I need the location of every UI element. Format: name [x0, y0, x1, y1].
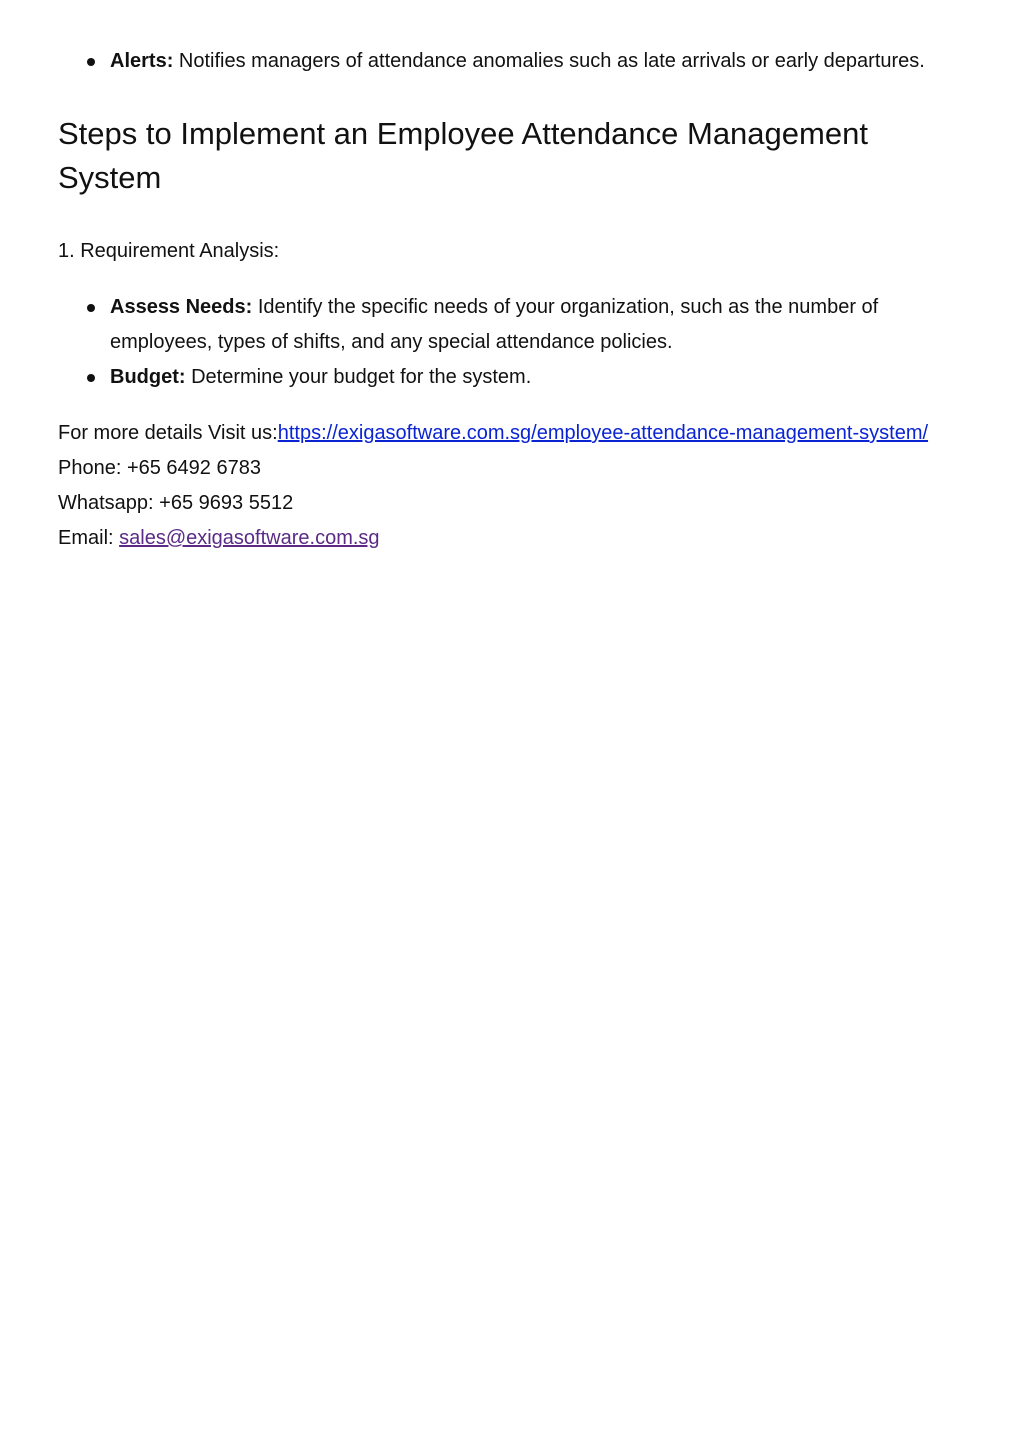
phone-line: Phone: +65 6492 6783	[58, 457, 261, 479]
email-link[interactable]: sales@exigasoftware.com.sg	[119, 527, 380, 549]
contact-block	[58, 416, 958, 556]
list-item-term: Alerts:	[110, 50, 174, 72]
step-label: 1. Requirement Analysis:	[58, 240, 280, 262]
list-item-text: Notifies managers of attendance anomalies such as late arrivals or early departures.	[173, 50, 925, 72]
document-page	[58, 44, 958, 556]
feature-list	[58, 44, 958, 79]
list-item-term: Assess Needs:	[110, 296, 253, 318]
list-item	[110, 44, 958, 79]
email-prefix: Email:	[58, 527, 120, 549]
email-line	[58, 521, 958, 556]
website-link[interactable]: https://exigasoftware.com.sg/employee-attendance-management-system/	[277, 422, 929, 444]
bullet-icon	[87, 304, 95, 312]
bullet-icon	[87, 58, 95, 66]
section-heading: Steps to Implement an Employee Attendance Management System	[58, 116, 868, 195]
whatsapp-line: Whatsapp: +65 9693 5512	[58, 492, 294, 514]
visit-line	[58, 416, 958, 451]
list-item-text: Identify the specific needs of your organization, such as the number of employees, types of shifts, and any special attendance policies.	[110, 296, 879, 353]
list-item-term: Budget:	[110, 366, 186, 388]
list-item	[110, 360, 958, 395]
bullet-icon	[87, 374, 95, 382]
list-item	[110, 290, 958, 360]
list-item-text: Determine your budget for the system.	[185, 366, 532, 388]
requirement-list	[58, 290, 958, 395]
visit-prefix: For more details Visit us:	[58, 422, 278, 444]
